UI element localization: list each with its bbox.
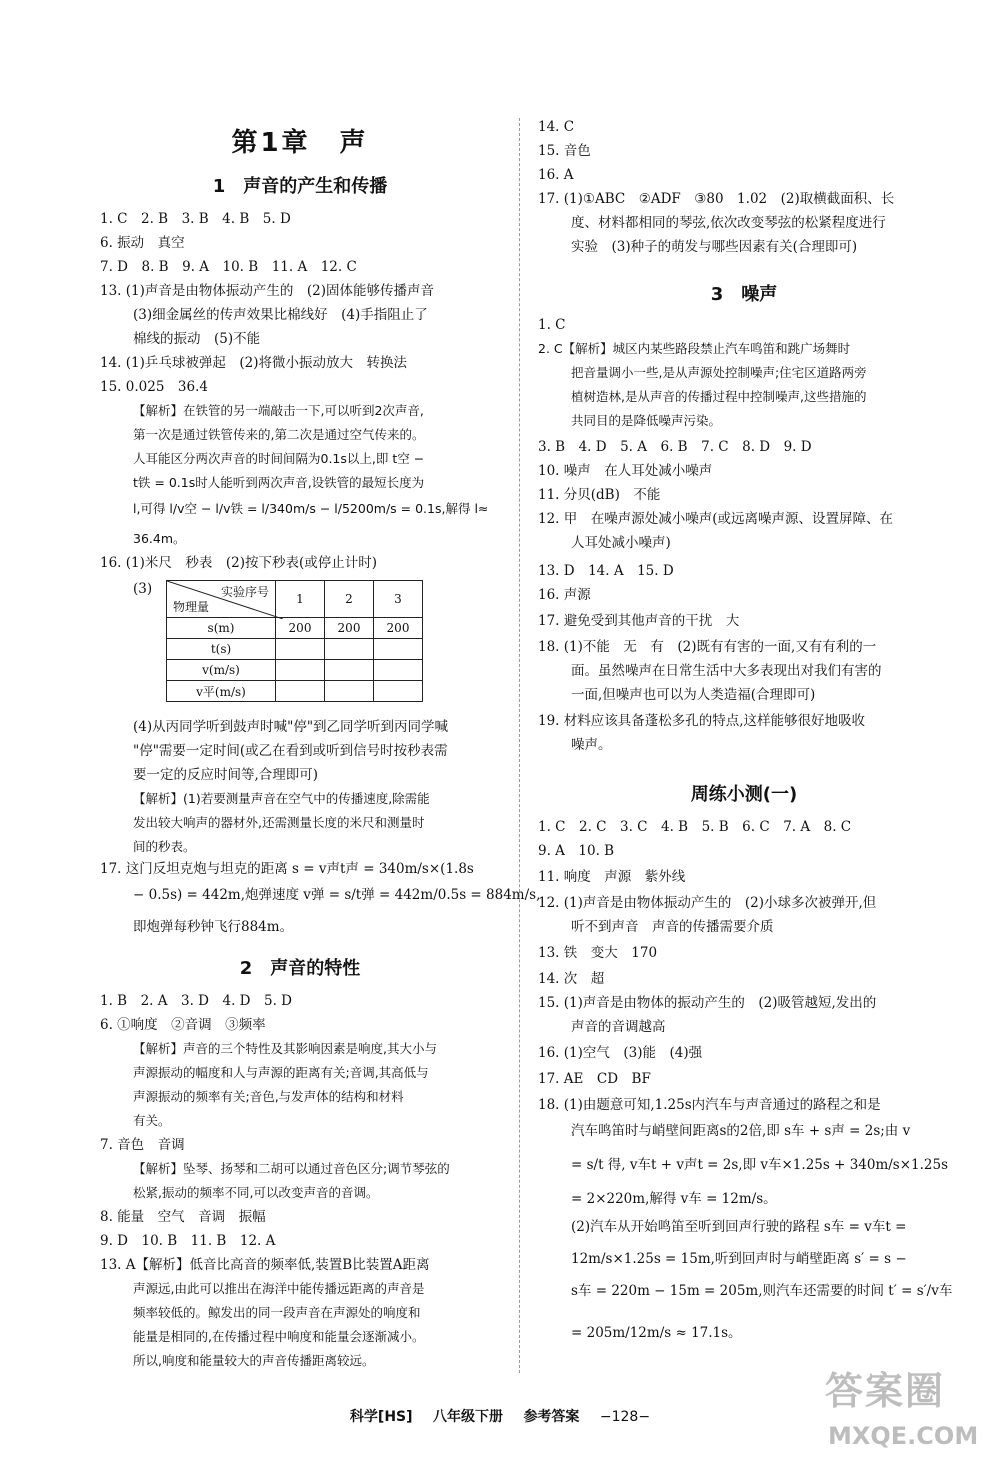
analysis-line: 【解析】(1)若要测量声音在空气中的传播速度,除需能 <box>133 791 430 806</box>
answer-line: 听不到声音 声音的传播需要介质 <box>571 919 774 935</box>
cell <box>276 660 325 681</box>
analysis-line: 所以,响度和能量较大的声音传播距离较远。 <box>133 1353 375 1368</box>
answer-line: 噪声。 <box>571 737 612 753</box>
analysis-line: 【解析】在铁管的另一端敲击一下,可以听到2次声音, <box>133 403 424 418</box>
analysis-line: t铁 = 0.1s时人能听到两次声音,设铁管的最短长度为 <box>133 475 425 490</box>
analysis-line: 植树造林,是从声音的传播过程中控制噪声,这些措施的 <box>571 389 867 404</box>
cell <box>374 639 423 660</box>
cell <box>276 639 325 660</box>
answer-line: 11. 响度 声源 紫外线 <box>538 869 686 885</box>
analysis-line: 声源振动的频率有关;音色,与发声体的结构和材料 <box>133 1089 404 1104</box>
chapter-title: 第1章 声 <box>231 128 369 158</box>
answer-line: (4)从丙同学听到鼓声时喊"停"到乙同学听到丙同学喊 <box>133 719 449 735</box>
cell <box>325 639 374 660</box>
answer-line: 13. A【解析】低音比高音的频率低,装置B比装置A距离 <box>100 1257 430 1273</box>
answer-line: 面。虽然噪声在日常生活中大多表现出对我们有害的 <box>571 663 882 679</box>
answer-line: = 2×220m,解得 v车 = 12m/s。 <box>571 1191 777 1207</box>
cell: 200 <box>276 618 325 639</box>
cell <box>374 660 423 681</box>
answer-line: 18. (1)由题意可知,1.25s内汽车与声音通过的路程之和是 <box>538 1097 881 1113</box>
answer-line: 人耳处减小噪声) <box>571 535 671 551</box>
answer-line: 16. A <box>538 167 574 183</box>
answer-line: 8. 能量 空气 音调 振幅 <box>100 1209 266 1225</box>
answer-line: 13. D 14. A 15. D <box>538 563 674 579</box>
column-divider <box>519 118 521 1373</box>
answer-line: 18. (1)不能 无 有 (2)既有有害的一面,又有有利的一 <box>538 639 877 655</box>
answer-line: 14. C <box>538 119 575 135</box>
section-2-title: 2 声音的特性 <box>239 958 361 979</box>
answer-line: 3. B 4. D 5. A 6. B 7. C 8. D 9. D <box>538 439 812 455</box>
answer-line: "停"需要一定时间(或乙在看到或听到信号时按秒表需 <box>133 743 448 759</box>
answer-line: 12. (1)声音是由物体振动产生的 (2)小球多次被弹开,但 <box>538 895 877 911</box>
analysis-line: 第一次是通过铁管传来的,第二次是通过空气传来的。 <box>133 427 425 442</box>
section-4-title: 周练小测(一) <box>690 784 798 805</box>
answer-line: 15. 音色 <box>538 143 591 159</box>
answer-line: 1. C 2. B 3. B 4. B 5. D <box>100 211 291 227</box>
answer-line: 汽车鸣笛时与峭壁间距离s的2倍,即 s车 + s声 = 2s;由 v <box>571 1123 911 1139</box>
answer-line: 7. 音色 音调 <box>100 1137 185 1153</box>
table-label: (3) <box>133 581 153 597</box>
answer-line: 6. ①响度 ②音调 ③频率 <box>100 1017 266 1033</box>
answer-line: 7. D 8. B 9. A 10. B 11. A 12. C <box>100 259 357 275</box>
answer-line: 9. A 10. B <box>538 843 615 859</box>
cell: 200 <box>374 618 423 639</box>
header-bottom: 物理量 <box>173 600 210 614</box>
analysis-line: 把音量调小一些,是从声源处控制噪声;住宅区道路两旁 <box>571 365 867 380</box>
col-header: 3 <box>374 581 423 618</box>
answer-line: 度、材料都相同的琴弦,依次改变琴弦的松紧程度进行 <box>571 215 886 231</box>
answer-line: 一面,但噪声也可以为人类造福(合理即可) <box>571 687 816 703</box>
answer-line: 2. C【解析】城区内某些路段禁止汽车鸣笛和跳广场舞时 <box>538 341 851 356</box>
answer-line: 14. (1)乒乓球被弹起 (2)将微小振动放大 转换法 <box>100 355 408 371</box>
watermark-top: 答案圈 <box>825 1369 946 1413</box>
analysis-line: 间的秒表。 <box>133 839 196 854</box>
cell: 200 <box>325 618 374 639</box>
answer-line: 16. (1)米尺 秒表 (2)按下秒表(或停止计时) <box>100 555 378 571</box>
answer-line: 15. (1)声音是由物体的振动产生的 (2)吸管越短,发出的 <box>538 995 877 1011</box>
analysis-line: 【解析】坠琴、扬琴和二胡可以通过音色区分;调节琴弦的 <box>133 1161 450 1176</box>
analysis-line: 【解析】声音的三个特性及其影响因素是响度,其大小与 <box>133 1041 437 1056</box>
answer-line: = 205m/12m/s ≈ 17.1s。 <box>571 1325 742 1341</box>
answer-line: 实验 (3)种子的萌发与哪些因素有关(合理即可) <box>571 239 858 255</box>
answer-line: 13. (1)声音是由物体振动产生的 (2)固体能够传播声音 <box>100 283 435 299</box>
answer-line: 13. 铁 变大 170 <box>538 945 658 961</box>
answer-line: 6. 振动 真空 <box>100 235 185 251</box>
col-header: 2 <box>325 581 374 618</box>
cell <box>374 681 423 702</box>
answer-line: 棉线的振动 (5)不能 <box>133 331 261 347</box>
answer-line: 17. 这门反坦克炮与坦克的距离 s = v声t声 = 340m/s×(1.8s <box>100 861 474 877</box>
analysis-line: 声源振动的幅度和人与声源的距离有关;音调,其高低与 <box>133 1065 429 1080</box>
page-number: −128− <box>599 1409 651 1425</box>
answer-line: 17. (1)①ABC ②ADF ③80 1.02 (2)取横截面积、长 <box>538 191 895 207</box>
row-name: v平(m/s) <box>167 681 276 702</box>
analysis-line: 人耳能区分两次声音的时间间隔为0.1s以上,即 t空 − <box>133 451 425 466</box>
footer-subject: 科学[HS] <box>349 1409 413 1425</box>
row-name: v(m/s) <box>167 660 276 681</box>
answer-line: 16. 声源 <box>538 587 591 603</box>
answer-line: 17. AE CD BF <box>538 1071 651 1087</box>
answer-line: 19. 材料应该具备蓬松多孔的特点,这样能够很好地吸收 <box>538 713 866 729</box>
footer-type: 参考答案 <box>523 1409 580 1425</box>
analysis-line: 36.4m。 <box>133 531 186 546</box>
measurement-table <box>166 580 423 702</box>
answer-line: (3)细金属丝的传声效果比棉线好 (4)手指阻止了 <box>133 307 428 323</box>
answer-line: 要一定的反应时间等,合理即可) <box>133 767 319 783</box>
cell <box>276 681 325 702</box>
analysis-line: l,可得 l/v空 − l/v铁 = l/340m/s − l/5200m/s = 0.1s,解得 l≈ <box>133 501 489 516</box>
answer-line: 12. 甲 在噪声源处减小噪声(或远离噪声源、设置屏障、在 <box>538 511 894 527</box>
answer-line: 16. (1)空气 (3)能 (4)强 <box>538 1045 703 1061</box>
row-name: s(m) <box>167 618 276 639</box>
answer-line: = s/t 得, v车t + v声t = 2s,即 v车×1.25s + 340m/s×1.25s <box>571 1157 949 1173</box>
section-3-title: 3 噪声 <box>710 284 778 305</box>
analysis-line: 共同目的是降低噪声污染。 <box>571 413 722 428</box>
answer-line: 10. 噪声 在人耳处减小噪声 <box>538 463 713 479</box>
section-1-title: 1 声音的产生和传播 <box>212 176 388 197</box>
answer-line: 12m/s×1.25s = 15m,听到回声时与峭壁距离 s′ = s − <box>571 1251 907 1267</box>
analysis-line: 声源远,由此可以推出在海洋中能传播远距离的声音是 <box>133 1281 425 1296</box>
answer-line: (2)汽车从开始鸣笛至听到回声行驶的路程 s车 = v车t = <box>571 1219 907 1235</box>
answer-line: 14. 次 超 <box>538 971 605 987</box>
answer-line: 17. 避免受到其他声音的干扰 大 <box>538 613 740 629</box>
analysis-line: 发出较大响声的器材外,还需测量长度的米尺和测量时 <box>133 815 425 830</box>
answer-line: 11. 分贝(dB) 不能 <box>538 487 661 503</box>
watermark-logo <box>820 1360 995 1455</box>
header-top: 实验序号 <box>220 585 269 599</box>
answer-line: 1. C <box>538 317 566 333</box>
answer-line: 1. B 2. A 3. D 4. D 5. D <box>100 993 292 1009</box>
answer-line: 即炮弹每秒钟飞行884m。 <box>133 919 294 935</box>
table-header-cell <box>167 581 276 618</box>
analysis-line: 松紧,振动的频率不同,可以改变声音的音调。 <box>133 1185 379 1200</box>
analysis-line: 能量是相同的,在传播过程中响度和能量会逐渐减小。 <box>133 1329 425 1344</box>
row-name: t(s) <box>167 639 276 660</box>
analysis-line: 有关。 <box>133 1113 171 1128</box>
footer-grade: 八年级下册 <box>432 1409 503 1425</box>
answer-line: 15. 0.025 36.4 <box>100 379 208 395</box>
cell <box>325 681 374 702</box>
answer-line: 9. D 10. B 11. B 12. A <box>100 1233 276 1249</box>
cell <box>325 660 374 681</box>
answer-line: − 0.5s) = 442m,炮弹速度 v弹 = s/t弹 = 442m/0.5s = 884m/s, <box>133 887 541 903</box>
answer-line: 1. C 2. C 3. C 4. B 5. B 6. C 7. A 8. C <box>538 819 852 835</box>
answer-line: s车 = 220m − 15m = 205m,则汽车还需要的时间 t′ = s′/v车 <box>571 1283 953 1299</box>
col-header: 1 <box>276 581 325 618</box>
analysis-line: 频率较低的。鲸发出的同一段声音在声源处的响度和 <box>133 1305 421 1320</box>
watermark-bottom: MXQE.COM <box>828 1422 979 1450</box>
answer-line: 声音的音调越高 <box>571 1019 666 1035</box>
